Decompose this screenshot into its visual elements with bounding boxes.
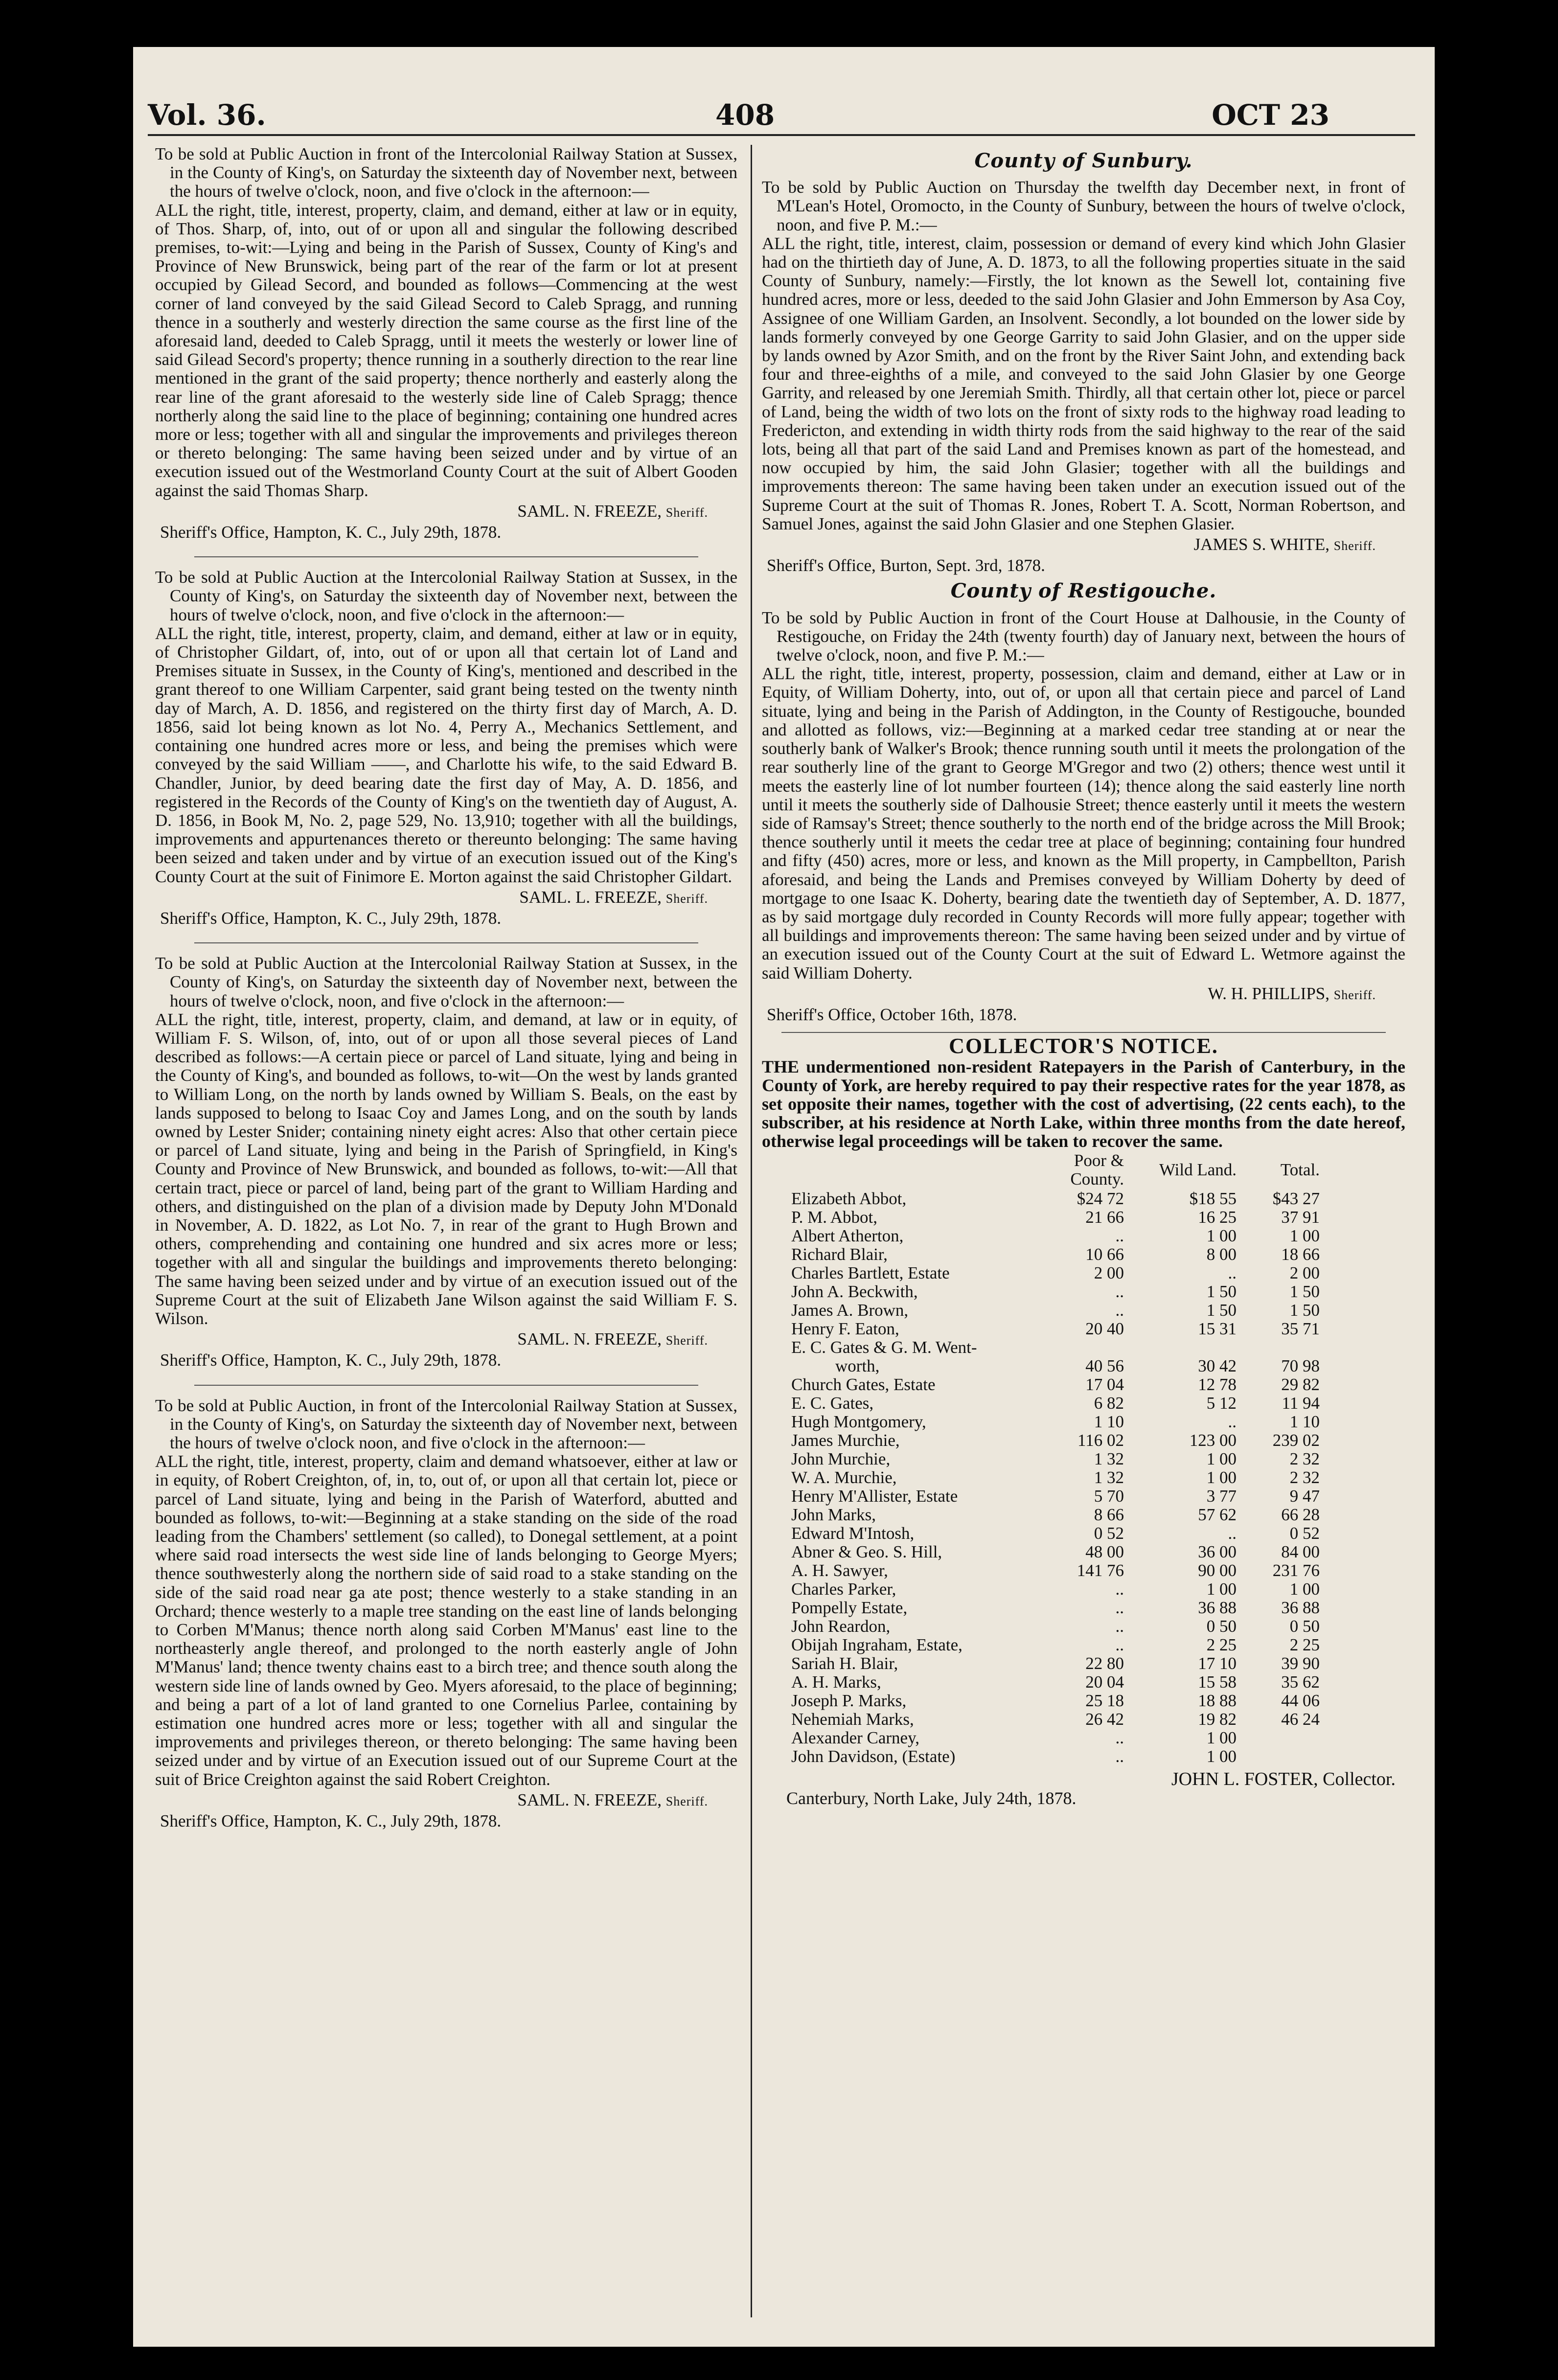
notice-intro: To be sold at Public Auction, in front of the Intercolonial Railway Station at Sussex, in the County of King's, on Saturday the sixteenth day of November next, between the hours of twelve o'clock noon, and five o'clock in the afternoon:— [155,1396,737,1452]
poor-county-value: .. [1115,1226,1124,1246]
notice-office: Sheriff's Office, Burton, Sept. 3rd, 1878. [767,556,1045,575]
total-value [1237,1338,1320,1357]
notice-body: ALL the right, title, interest, property, possession, claim and demand, either at Law or in Equity, of William Doherty, into, out of, or upon all that certain piece and parcel of Land situate, lying and being in the Parish of Addington, in the County of Restigouche, bounded and allotted as follows, viz:—Beginning at a marked cedar tree standing at or near the southerly bank of Walker's Brook; thence running south until it meets the prolongation of the rear southerly line of the grant to George M'Gregor and two (2) others; thence west until it meets the easterly line of lot number fourteen (14); thence along the said easterly line north until it meets the southerly side of Dalhousie Street; thence easterly until it meets the western side of Ramsay's Street; thence southerly to the north end of the bridge across the Mill Brook; thence southerly until it meets the cedar tree at place of beginning; containing four hundred and fifty (450) acres, more or less, and known as the Mill property, in Campbellton, Parish aforesaid, and being the Lands and Premises conveyed by William Doherty by deed of mortgage to one Isaac K. Doherty, bearing date the twentieth day of September, A. D. 1877, as by said mortgage duly recorded in County Records will more fully appear; together with all buildings and improvements thereon: The same having been seized under and by virtue of an execution issued out of the County Court at the suit of Edward L. Wetmore against the said William Doherty. [762,664,1405,983]
notice-office: Sheriff's Office, Hampton, K. C., July 29th, 1878. [160,523,502,542]
collector-place-date: Canterbury, North Lake, July 24th, 1878. [786,1788,1077,1808]
total-value: 35 62 [1281,1672,1320,1692]
total-value: 2 00 [1289,1263,1320,1283]
county-restigouche-heading: County of Restigouche. [950,579,1217,603]
table-row [791,1543,1320,1561]
poor-county-value: 22 80 [1085,1654,1124,1673]
total-value [1237,1747,1320,1766]
wild-land-value: 0 50 [1206,1617,1237,1636]
notice-intro: To be sold by Public Auction in front of the Court House at Dalhousie, in the County of Restigouche, on Friday the 24th (twenty fourth) day of January next, between the hours of twelve o'clock, noon, and five P. M.:— [762,608,1405,665]
poor-county-value [1041,1338,1124,1357]
gazette-page [133,47,1435,2347]
poor-county-value: 20 40 [1085,1319,1124,1339]
ratepayer-name: worth, [835,1356,880,1376]
right-column [762,145,1405,1808]
notice-separator [194,556,698,557]
wild-land-value: 123 00 [1189,1431,1237,1450]
notice-creighton [155,1396,737,1831]
notice-separator [781,1032,1386,1033]
poor-county-value: .. [1115,1282,1124,1302]
ratepayers-table [791,1150,1320,1766]
total-value [1237,1729,1320,1747]
ratepayer-name: Charles Bartlett, Estate [791,1263,950,1283]
ratepayer-name: Pompelly Estate, [791,1598,908,1618]
notice-separator [194,1385,698,1386]
poor-county-value: .. [1115,1747,1124,1766]
table-row [791,1245,1320,1264]
poor-county-value: 20 04 [1085,1672,1124,1692]
notice-signature: JAMES S. WHITE, Sheriff. [1193,535,1376,554]
ratepayer-name: Henry F. Eaton, [791,1319,899,1339]
wild-land-value: $18 55 [1189,1189,1237,1209]
total-value: 37 91 [1281,1208,1320,1227]
wild-land-value: 1 00 [1206,1728,1237,1748]
ratepayer-name: John Marks, [791,1505,876,1525]
ratepayer-name: John A. Beckwith, [791,1282,918,1302]
notice-intro: To be sold at Public Auction at the Intercolonial Railway Station at Sussex, in the County of King's, on Saturday the sixteenth day of November next, between the hours of twelve o'clock, noon, and five o'clock in the afternoon:— [155,954,737,1010]
poor-county-value: 8 66 [1094,1505,1124,1525]
poor-county-value: .. [1115,1579,1124,1599]
poor-county-value: .. [1115,1728,1124,1748]
total-value: 1 00 [1289,1579,1320,1599]
notice-separator [194,942,698,943]
total-value: 1 00 [1289,1226,1320,1246]
wild-land-value: 30 42 [1198,1356,1237,1376]
total-value: 2 25 [1289,1635,1320,1655]
wild-land-value: 1 00 [1206,1449,1237,1469]
poor-county-value: 116 02 [1077,1431,1124,1450]
poor-county-value: 48 00 [1085,1542,1124,1562]
ratepayer-name: John Davidson, (Estate) [791,1747,956,1766]
notice-restigouche [762,609,1405,1024]
wild-land-value: 36 88 [1198,1598,1237,1618]
total-value: 1 10 [1289,1412,1320,1432]
wild-land-value: 1 00 [1206,1468,1237,1488]
table-row [791,1227,1320,1245]
poor-county-value: 17 04 [1085,1375,1124,1395]
total-value: 36 88 [1281,1598,1320,1618]
wild-land-value: 1 00 [1206,1579,1237,1599]
total-value: 39 90 [1281,1654,1320,1673]
poor-county-value: 1 32 [1094,1449,1124,1469]
total-value: 1 50 [1289,1301,1320,1320]
notice-signature: SAML. N. FREEZE, Sheriff. [517,1329,708,1349]
ratepayer-name: John Murchie, [791,1449,891,1469]
wild-land-value: 1 50 [1206,1282,1237,1302]
wild-land-value: 1 00 [1206,1226,1237,1246]
ratepayer-name: E. C. Gates, [791,1394,874,1413]
poor-county-value: .. [1115,1598,1124,1618]
notice-office: Sheriff's Office, October 16th, 1878. [767,1005,1017,1024]
wild-land-value: 19 82 [1198,1710,1237,1729]
poor-county-value: 141 76 [1077,1561,1124,1580]
table-row [791,1506,1320,1524]
poor-county-value: 5 70 [1094,1487,1124,1506]
total-value: 9 47 [1289,1487,1320,1506]
total-value: 66 28 [1281,1505,1320,1525]
notice-signature: SAML. L. FREEZE, Sheriff. [519,887,708,907]
wild-land-value: 1 50 [1206,1301,1237,1320]
wild-land-value: 16 25 [1198,1208,1237,1227]
total-value: 0 52 [1289,1524,1320,1543]
table-row [791,1561,1320,1580]
poor-county-value: 2 00 [1094,1263,1124,1283]
wild-land-value: 15 31 [1198,1319,1237,1339]
table-row [791,1264,1320,1282]
notice-body: ALL the right, title, interest, property, claim, and demand, either at law or in equity, of Christopher Gildart, of, into, out of or upon all that certain lot of Land and Premises situate in Sussex, in the County of King's, mentioned and described in the grant thereof to one William Carpenter, said grant being tested on the twenty ninth day of March, A. D. 1856, and registered on the thirty first day of March, A. D. 1856, said lot being known as lot No. 4, Perry A., Mechanics Settlement, and containing one hundred acres more or less, and being the premises which were conveyed by the said William ——, and Charlotte his wife, to the said Edward B. Chandler, Junior, by deed bearing date the first day of May, A. D. 1856, and registered in the Records of the County of King's on the twentieth day of August, A. D. 1856, in Book M, No. 2, page 529, No. 13,910; together with all the buildings, improvements and appurtenances thereto or thereunto belonging: The same having been seized and taken under and by virtue of an execution issued out of the King's County Court at the suit of Finimore E. Morton against the said Christopher Gildart. [155,623,737,886]
collector-notice-intro: THE undermentioned non-resident Ratepayers in the Parish of Canterbury, in the County of York, are hereby required to pay their respective rates for the year 1878, as set opposite their names, together with the cost of advertising, (22 cents each), to the subscriber, at his residence at North Lake, within three months from the date hereof, otherwise legal proceedings will be taken to recover the same. [762,1057,1405,1151]
notice-wilson [155,954,737,1370]
total-value: 11 94 [1282,1394,1320,1413]
table-header-total: Total. [1280,1160,1320,1180]
poor-county-value: $24 72 [1077,1189,1124,1209]
wild-land-value: .. [1228,1263,1237,1283]
ratepayer-name: Nehemiah Marks, [791,1710,914,1729]
ratepayer-name: Edward M'Intosh, [791,1524,915,1543]
ratepayer-name: Alexander Carney, [791,1728,920,1748]
ratepayer-name: Church Gates, Estate [791,1375,936,1395]
table-row [791,1413,1320,1431]
wild-land-value: 2 25 [1206,1635,1237,1655]
table-header-poor-county: Poor & County. [1070,1151,1124,1189]
wild-land-value: 15 58 [1198,1672,1237,1692]
ratepayer-name: James Murchie, [791,1431,900,1450]
table-row [791,1654,1320,1673]
ratepayer-name: Richard Blair, [791,1245,888,1264]
poor-county-value: 25 18 [1085,1691,1124,1711]
wild-land-value: 57 62 [1198,1505,1237,1525]
notice-body: ALL the right, title, interest, property, claim and demand whatsoever, either at law or in equity, of Robert Creighton, of, in, to, out of, or upon all that certain lot, piece or parcel of Land situate, lying and being in the Parish of Waterford, abutted and bounded as follows, to-wit:—Beginning at a stake standing on the side of the road leading from the Chambers' settlement (so called), to Donegal settlement, at a point where said road intersects the west side line of lands belonging to George Myers; thence southwesterly along the northern side of said road to a stake standing on the side of the said road near ga ate post; thence westerly to a stake standing in an Orchard; thence westerly to a maple tree standing on the east line of lands belonging to Corben M'Manus; thence north along said Corben M'Manus' east line to the northeasterly angle thereof, and prolonged to the north easterly angle of John M'Manus' land; thence twenty chains east to a birch tree; and thence south along the western side line of lands owned by Geo. Myers aforesaid, to the place of beginning; and being a part of a lot of land granted to one Cornelius Parlee, containing by estimation one hundred acres more or less; together with all and singular the improvements and privileges thereon, or thereto belonging: The same having been seized under and by virtue of an Execution issued out of our Supreme Court at the suit of Brice Creighton against the said Robert Creighton. [155,1452,737,1789]
left-column [155,145,737,1831]
table-row [791,1692,1320,1710]
notice-body: ALL the right, title, interest, property, claim, and demand, at law or in equity, of William F. S. Wilson, of, into, out of or upon all those several pieces of Land described as follows:—A certain piece or parcel of Land situate, lying and being in the County of King's, and bounded as follows, to-wit—On the west by lands granted to William Long, on the north by lands owned by William S. Beals, on the east by lands supposed to belong to Isaac Coy and James Long, and on the south by lands owned by Lester Snider; containing ninety eight acres: Also that other certain piece or parcel of Land situate, lying and being in the Parish of Springfield, in King's County and Province of New Brunswick, and bounded as follows, to-wit:—All that certain tract, piece or parcel of land, being part of the grant to William Harding and others, and distinguished on the plan of a division made by Deputy John M'Donald in November, A. D. 1822, as Lot No. 7, in rear of the grant to Hugh Brown and others, comprehending and containing one hundred and six acres more or less; together with all and singular the buildings and improvements thereto belonging: The same having been seized under and by virtue of an execution issued out of the Supreme Court at the suit of Elizabeth Jane Wilson against the said William F. S. Wilson. [155,1009,737,1328]
notice-body: ALL the right, title, interest, claim, possession or demand of every kind which John Glasier had on the thirtieth day of June, A. D. 1873, to all the following properties situate in the said County of Sunbury, namely:—Firstly, the lot known as the Sewell lot, containing five hundred acres, more or less, deeded to the said John Glasier and John Emmerson by Asa Coy, Assignee of one William Garden, an Insolvent. Secondly, a lot bounded on the lower side by lands formerly conveyed by one George Garrity to said John Glasier, and on the upper side by lands owned by Azor Smith, and on the front by the River Saint John, and extending back four and three-eighths of a mile, and conveyed to the said John Glasier by one George Garrity, and released by one Jeremiah Smith. Thirdly, all that certain other lot, piece or parcel of Land, being the width of two lots on the front of sixty rods to the highway road leading to Fredericton, and extending in width thirty rods from the said highway to the rear of the said lots, being all that part of the said Land and Premises known as part of the homestead, and now occupied by him, the said John Glasier; together with all the buildings and improvements thereon: The same having been taken under an execution issued out of the Supreme Court at the suit of Thomas R. Jones, Robert T. A. Scott, Norman Robertson, and Samuel Jones, against the said John Glasier and one Stephen Glasier. [762,233,1405,533]
table-row [791,1729,1320,1747]
wild-land-value: 5 12 [1206,1394,1237,1413]
poor-county-value: .. [1115,1301,1124,1320]
table-row [791,1208,1320,1227]
ratepayer-name: Joseph P. Marks, [791,1691,907,1711]
notice-gildart [155,568,737,928]
wild-land-value: 1 00 [1206,1747,1237,1766]
table-row [791,1320,1320,1338]
total-value: 35 71 [1281,1319,1320,1339]
page-number: 408 [715,98,775,132]
notice-signature: W. H. PHILLIPS, Sheriff. [1208,984,1376,1003]
wild-land-value: 3 77 [1206,1487,1237,1506]
table-row [791,1431,1320,1450]
notice-body: ALL the right, title, interest, property, claim, and demand, either at law or in equity, of Thos. Sharp, of, into, out of or upon all and singular the following described premises, to-wit:—Lying and being in the Parish of Sussex, County of King's and Province of New Brunswick, being part of the rear of the farm or lot at present occupied by Gilead Secord, and bounded as follows—Commencing at the west corner of land conveyed by the said Gilead Secord to Caleb Spragg, and running thence in a southerly and westerly direction the same course as the first line of the aforesaid land, deeded to Caleb Spragg, until it meets the westerly or lower line of said Gilead Secord's property; thence running in a southerly direction to the rear line mentioned in the grant of the said property; thence northerly and easterly along the rear line of the grant aforesaid to the westerly side line of Caleb Spragg; thence northerly along the said line to the place of beginning; containing one hundred acres more or less; together with all and singular the improvements and privileges thereon or thereto belonging: The same having been seized under and by virtue of an execution issued out of the Westmorland County Court at the suit of Albert Gooden against the said Thomas Sharp. [155,200,737,500]
notice-intro: To be sold at Public Auction in front of the Intercolonial Railway Station at Sussex, in the County of King's, on Saturday the sixteenth day of November next, between the hours of twelve o'clock, noon, and five o'clock in the afternoon:— [155,144,737,201]
notice-signature: SAML. N. FREEZE, Sheriff. [517,1790,708,1809]
poor-county-value: .. [1115,1635,1124,1655]
notice-office: Sheriff's Office, Hampton, K. C., July 29th, 1878. [160,1811,502,1831]
collector-notice-title: COLLECTOR'S NOTICE. [949,1034,1218,1058]
poor-county-value: 1 10 [1094,1412,1124,1432]
header-rule [148,134,1415,136]
total-value: 231 76 [1272,1561,1320,1580]
table-row [791,1710,1320,1729]
wild-land-value [1124,1338,1237,1357]
ratepayer-name: E. C. Gates & G. M. Went- [791,1338,977,1357]
notice-office: Sheriff's Office, Hampton, K. C., July 29th, 1878. [160,1350,502,1370]
table-row [791,1636,1320,1654]
table-row [791,1375,1320,1394]
issue-date: OCT 23 [1212,98,1329,132]
table-row [791,1617,1320,1636]
wild-land-value: 8 00 [1206,1245,1237,1264]
poor-county-value: 6 82 [1094,1394,1124,1413]
table-row [791,1282,1320,1301]
ratepayer-name: Sariah H. Blair, [791,1654,898,1673]
ratepayer-name: James A. Brown, [791,1301,909,1320]
total-value: $43 27 [1272,1189,1320,1209]
notice-office: Sheriff's Office, Hampton, K. C., July 29th, 1878. [160,908,502,928]
table-header-name [791,1150,1041,1190]
column-divider [751,145,752,2317]
notice-sharp [155,145,737,542]
total-value: 0 50 [1289,1617,1320,1636]
table-row [791,1338,1320,1357]
ratepayer-name: Henry M'Allister, Estate [791,1487,958,1506]
total-value: 239 02 [1272,1431,1320,1450]
table-row [791,1580,1320,1599]
table-row [791,1468,1320,1487]
wild-land-value: 36 00 [1198,1542,1237,1562]
poor-county-value: 1 32 [1094,1468,1124,1488]
notice-intro: To be sold by Public Auction on Thursday the twelfth day December next, in front of M'Lean's Hotel, Oromocto, in the County of Sunbury, between the hours of twelve o'clock, noon, and five P. M.:— [762,178,1405,234]
table-header-wild-land: Wild Land. [1159,1160,1237,1180]
total-value: 70 98 [1281,1356,1320,1376]
total-value: 18 66 [1281,1245,1320,1264]
wild-land-value: 90 00 [1198,1561,1237,1580]
ratepayer-name: Obijah Ingraham, Estate, [791,1635,962,1655]
table-row [791,1450,1320,1468]
ratepayer-name: W. A. Murchie, [791,1468,897,1488]
total-value: 1 50 [1289,1282,1320,1302]
collector-signature: JOHN L. FOSTER, Collector. [1171,1769,1396,1790]
volume-label: Vol. 36. [148,98,266,132]
ratepayer-name: A. H. Sawyer, [791,1561,888,1580]
total-value: 84 00 [1281,1542,1320,1562]
ratepayer-name: Hugh Montgomery, [791,1412,926,1432]
total-value: 2 32 [1289,1468,1320,1488]
total-value: 46 24 [1281,1710,1320,1729]
poor-county-value: 40 56 [1085,1356,1124,1376]
poor-county-value: 26 42 [1085,1710,1124,1729]
wild-land-value: .. [1228,1412,1237,1432]
notice-sunbury [762,178,1405,575]
table-row [791,1747,1320,1766]
poor-county-value: .. [1115,1617,1124,1636]
poor-county-value: 10 66 [1085,1245,1124,1264]
ratepayer-name: A. H. Marks, [791,1672,881,1692]
poor-county-value: 0 52 [1094,1524,1124,1543]
ratepayers-table-body [791,1190,1320,1766]
wild-land-value: 17 10 [1198,1654,1237,1673]
ratepayer-name: John Reardon, [791,1617,891,1636]
table-header-row [791,1150,1320,1190]
notice-signature: SAML. N. FREEZE, Sheriff. [517,501,708,521]
table-row [791,1301,1320,1320]
table-row [791,1487,1320,1506]
table-row [791,1673,1320,1692]
table-row [791,1357,1320,1375]
county-sunbury-heading: County of Sunbury. [974,149,1193,172]
table-row [791,1394,1320,1413]
ratepayer-name: Albert Atherton, [791,1226,904,1246]
ratepayer-name: Charles Parker, [791,1579,896,1599]
poor-county-value: 21 66 [1085,1208,1124,1227]
wild-land-value: .. [1228,1524,1237,1543]
wild-land-value: 12 78 [1198,1375,1237,1395]
total-value: 44 06 [1281,1691,1320,1711]
table-row [791,1190,1320,1208]
ratepayer-name: Abner & Geo. S. Hill, [791,1542,942,1562]
total-value: 29 82 [1281,1375,1320,1395]
total-value: 2 32 [1289,1449,1320,1469]
notice-intro: To be sold at Public Auction at the Intercolonial Railway Station at Sussex, in the County of King's, on Saturday the sixteenth day of November next, between the hours of twelve o'clock, noon, and five o'clock in the afternoon:— [155,568,737,624]
ratepayer-name: P. M. Abbot, [791,1208,878,1227]
table-row [791,1524,1320,1543]
wild-land-value: 18 88 [1198,1691,1237,1711]
table-row [791,1599,1320,1617]
ratepayer-name: Elizabeth Abbot, [791,1189,907,1209]
